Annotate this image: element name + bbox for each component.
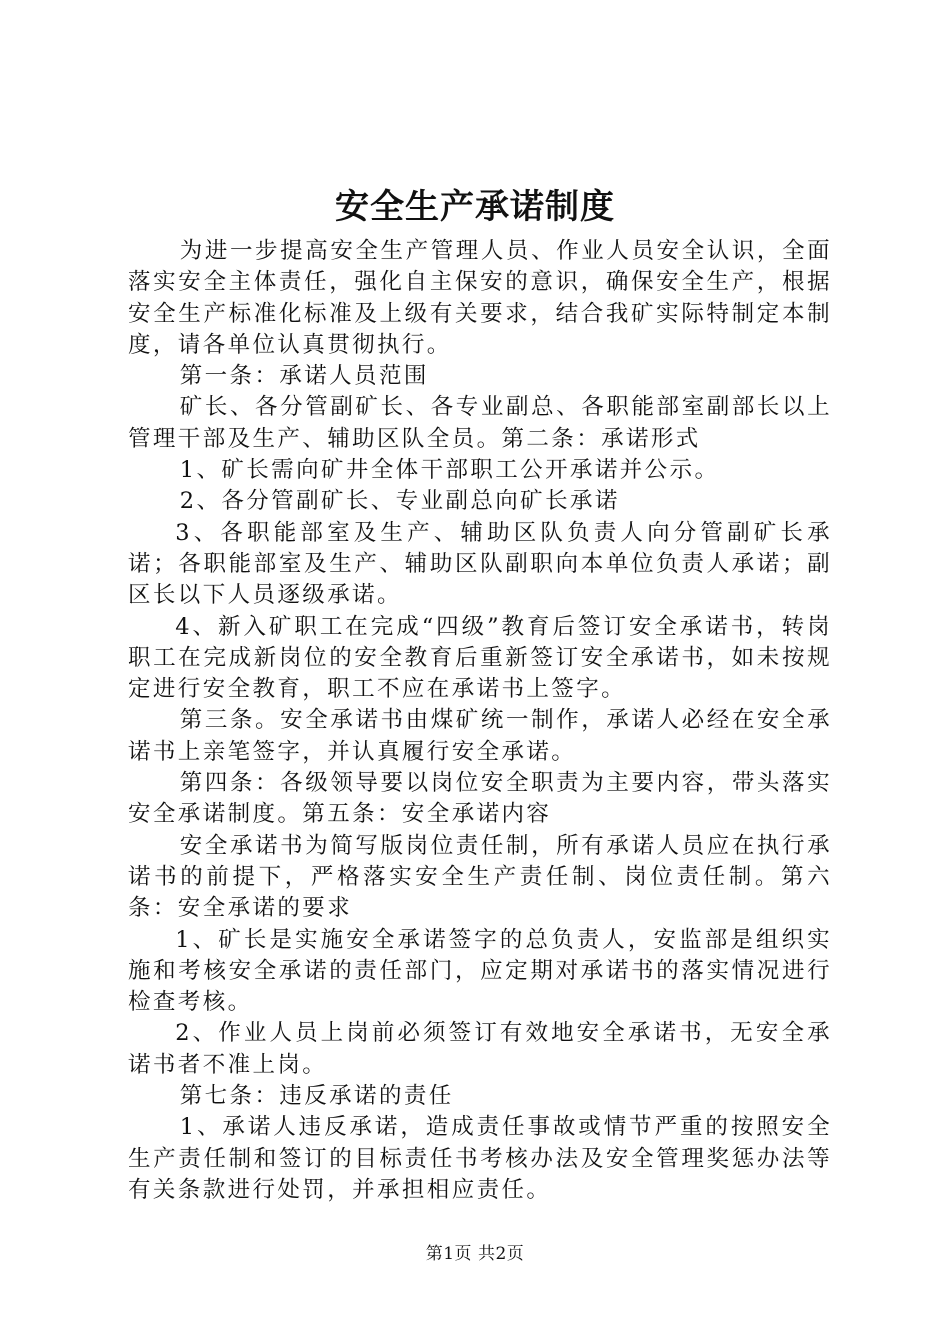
paragraph-article-4: 第四条：各级领导要以岗位安全职责为主要内容，带头落实安全承诺制度。第五条：安全承诺内容: [128, 770, 832, 828]
document-title: 安全生产承诺制度: [335, 187, 615, 227]
paragraph-form-2: 2、各分管副矿长、专业副总向矿长承诺: [179, 488, 620, 515]
paragraph-intro: 为进一步提高安全生产管理人员、作业人员安全认识，全面落实安全主体责任，强化自主保安的意识，确保安全生产，根据安全生产标准化标准及上级有关要求，结合我矿实际特制定本制度，请各单位认真贯彻执行。: [128, 238, 832, 358]
paragraph-requirement-1: 1、矿长是实施安全承诺签字的总负责人，安监部是组织实施和考核安全承诺的责任部门，应定期对承诺书的落实情况进行检查考核。: [128, 926, 832, 1016]
document-body: [128, 236, 832, 1206]
paragraph-liability-1: 1、承诺人违反承诺，造成责任事故或情节严重的按照安全生产责任制和签订的目标责任书考核办法及安全管理奖惩办法等有关条款进行处罚，并承担相应责任。: [128, 1114, 832, 1203]
paragraph-form-1: 1、矿长需向矿井全体干部职工公开承诺并公示。: [179, 457, 720, 484]
page-number: 第1页 共2页: [425, 1244, 525, 1264]
paragraph-form-3: 3、各职能部室及生产、辅助区队负责人向分管副矿长承诺；各职能部室及生产、辅助区队副职向本单位负责人承诺；副区长以下人员逐级承诺。: [128, 519, 832, 609]
paragraph-form-4: 4、新入矿职工在完成“四级”教育后签订安全承诺书，转岗职工在完成新岗位的安全教育后重新签订安全承诺书，如未按规定进行安全教育，职工不应在承诺书上签字。: [128, 613, 832, 703]
paragraph-article-3: 第三条。安全承诺书由煤矿统一制作，承诺人必经在安全承诺书上亲笔签字，并认真履行安全承诺。: [128, 707, 832, 765]
paragraph-content: 安全承诺书为简写版岗位责任制，所有承诺人员应在执行承诺书的前提下，严格落实安全生产责任制、岗位责任制。第六条：安全承诺的要求: [128, 832, 832, 922]
paragraph-requirement-2: 2、作业人员上岗前必须签订有效地安全承诺书，无安全承诺书者不准上岗。: [128, 1020, 832, 1078]
paragraph-article-7: 第七条：违反承诺的责任: [179, 1083, 454, 1110]
paragraph-article-1: 第一条：承诺人员范围: [179, 363, 429, 390]
paragraph-scope: 矿长、各分管副矿长、各专业副总、各职能部室副部长以上管理干部及生产、辅助区队全员。第二条：承诺形式: [128, 394, 832, 452]
